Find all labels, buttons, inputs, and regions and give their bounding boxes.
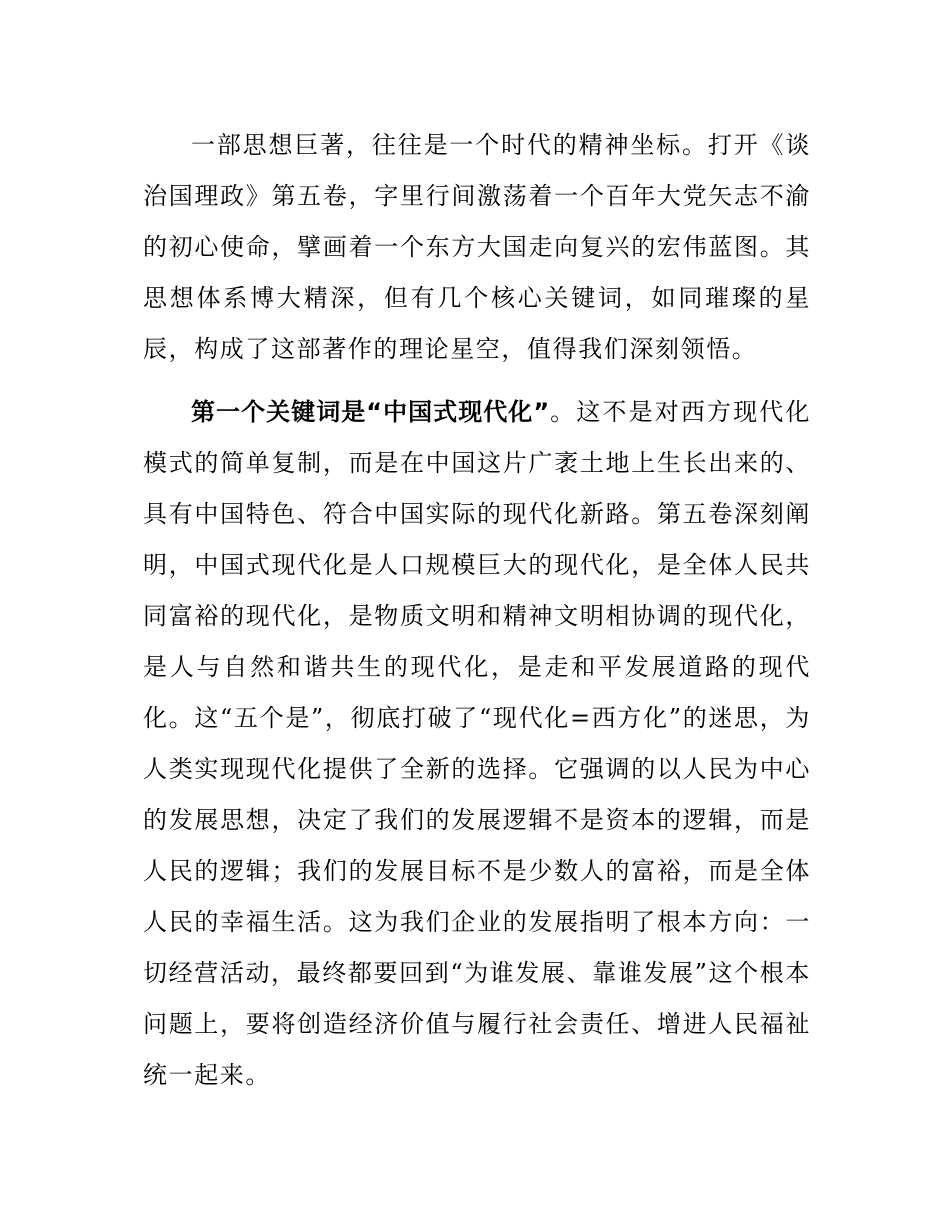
- intro-paragraph-text: 一部思想巨著，往往是一个时代的精神坐标。打开《谈治国理政》第五卷，字里行间激荡着一个百年大党矢志不渝的初心使命，擘画着一个东方大国走向复兴的宏伟蓝图。其思想体系博大精深，但有几个核心关键词，如同璀璨的星辰，构成了这部著作的理论星空，值得我们深刻领悟。: [143, 131, 811, 363]
- document-body: [143, 120, 811, 1101]
- keyword-heading: 第一个关键词是“中国式现代化”: [191, 398, 550, 426]
- keyword-paragraph-text: 。这不是对西方现代化模式的简单复制，而是在中国这片广袤土地上生长出来的、具有中国特色、符合中国实际的现代化新路。第五卷深刻阐明，中国式现代化是人口规模巨大的现代化，是全体人民共同富裕的现代化，是物质文明和精神文明相协调的现代化，是人与自然和谐共生的现代化，是走和平发展道路的现代化。这“五个是”，彻底打破了“现代化=西方化”的迷思，为人类实现现代化提供了全新的选择。它强调的以人民为中心的发展思想，决定了我们的发展逻辑不是资本的逻辑，而是人民的逻辑；我们的发展目标不是少数人的富裕，而是全体人民的幸福生活。这为我们企业的发展指明了根本方向：一切经营活动，最终都要回到“为谁发展、靠谁发展”这个根本问题上，要将创造经济价值与履行社会责任、增进人民福祉统一起来。: [143, 398, 812, 1089]
- intro-paragraph: [143, 120, 811, 375]
- keyword-paragraph: [143, 387, 811, 1101]
